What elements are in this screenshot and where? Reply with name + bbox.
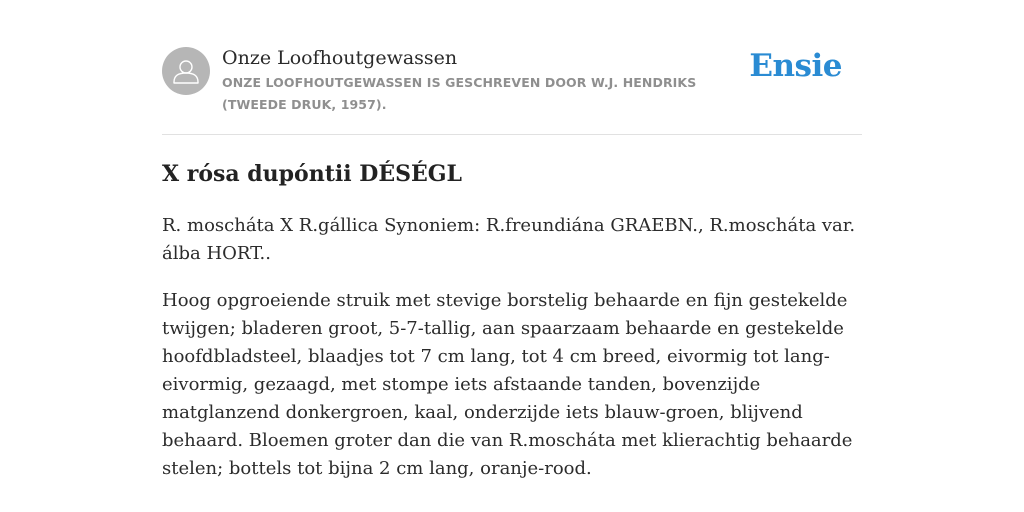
source-subtitle: ONZE LOOFHOUTGEWASSEN IS GESCHREVEN DOOR W.J. HENDRIKS (TWEEDE DRUK, 1957).	[222, 75, 697, 112]
source-header	[162, 0, 862, 135]
brand-logo[interactable]: Ensie	[749, 48, 842, 84]
source-title[interactable]: Onze Loofhoutgewassen	[222, 47, 458, 69]
source-info	[222, 45, 752, 116]
entry-title: X rósa dupóntii DÉSÉGL	[162, 161, 463, 187]
entry-paragraph-synonyms: R. moscháta X R.gállica Synoniem: R.freundiána GRAEBN., R.moscháta var. álba HORT..	[162, 215, 856, 264]
entry-paragraph-description: Hoog opgroeiende struik met stevige borstelig behaarde en fijn gestekelde twijgen; bladeren groot, 5-7-tallig, aan spaarzaam behaarde en gestekelde hoofdbladsteel, blaadjes tot 7 cm lang, tot 4 cm breed, eivormig tot lang-eivormig, gezaagd, met stompe iets afstaande tanden, bovenzijde matglanzend donkergroen, kaal, onderzijde iets blauw-groen, blijvend behaard. Bloemen groter dan die van R.moscháta met klierachtig behaarde stelen; bottels tot bijna 2 cm lang, oranje-rood.	[162, 290, 853, 479]
entry-card	[162, 0, 862, 479]
user-placeholder-icon	[162, 47, 210, 95]
